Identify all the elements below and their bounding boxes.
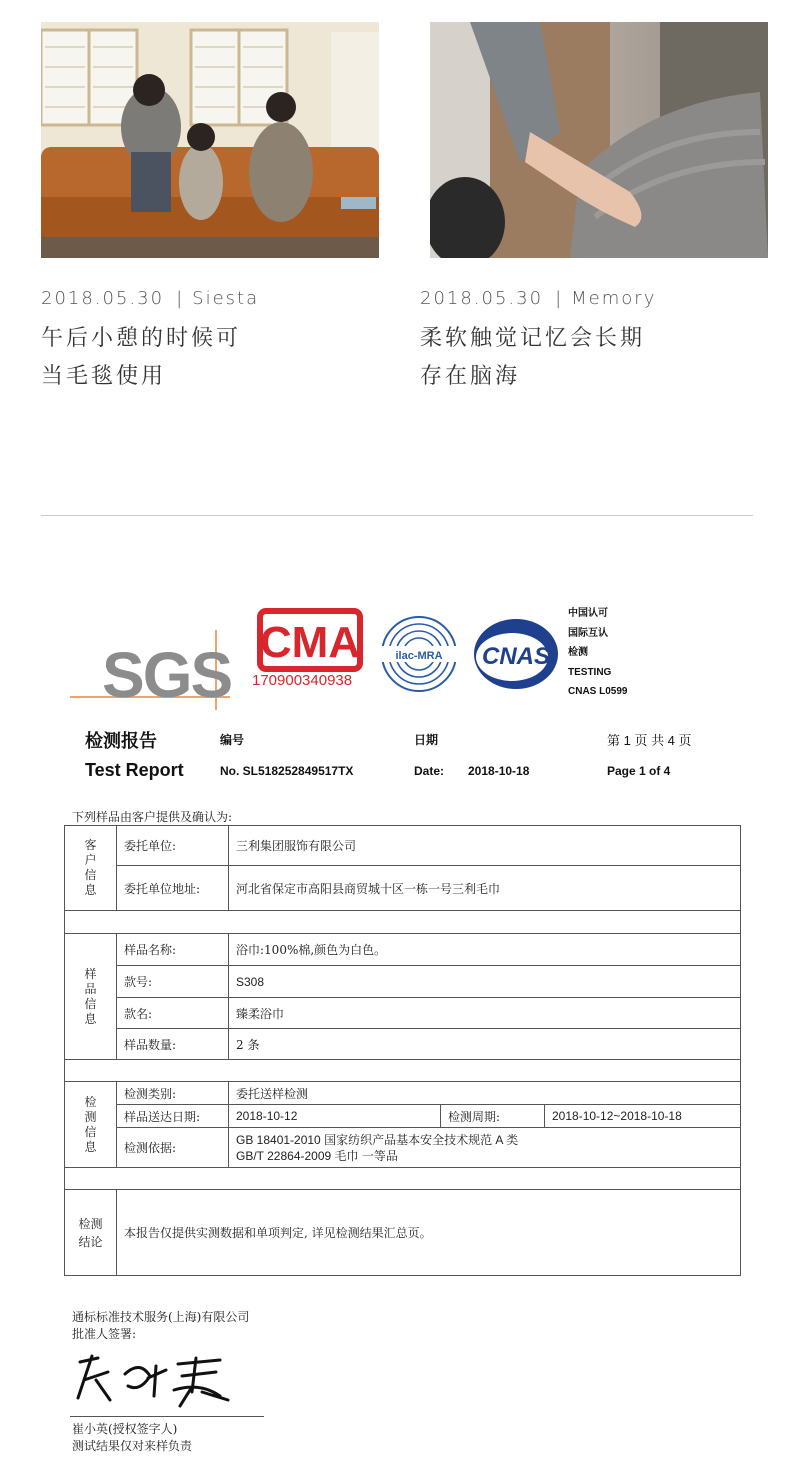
style-no: S308 [229, 966, 741, 998]
test-basis: GB 18401-2010 国家纺织产品基本安全技术规范 A 类 GB/T 22864-2009 毛巾 一等品 [229, 1128, 741, 1168]
table-row [65, 1128, 741, 1168]
style-name: 臻柔浴巾 [229, 998, 741, 1029]
report-title-en: Test Report [85, 760, 184, 780]
conclusion-section-label: 检测 结论 [65, 1190, 117, 1276]
report-date-label-en: Date: [414, 764, 445, 778]
report-intro: 下列样品由客户提供及确认为: [72, 810, 233, 824]
report-table [64, 825, 741, 1276]
lab-company: 通标标准技术服务(上海)有限公司 [72, 1310, 250, 1324]
report-date: 2018-10-18 [468, 764, 530, 778]
table-row [65, 998, 741, 1029]
table-row [65, 966, 741, 998]
section-divider [41, 515, 753, 516]
signature-line [70, 1416, 264, 1417]
conclusion-text: 本报告仅提供实测数据和单项判定, 详见检测结果汇总页。 [117, 1190, 741, 1276]
sample-name: 浴巾:100%棉,颜色为白色。 [229, 934, 741, 966]
handwritten-signature [70, 1350, 240, 1410]
test-section-label: 检测信息 [65, 1082, 117, 1168]
ilac-mra-logo [380, 612, 458, 696]
client-addr-label: 委托单位地址: [117, 866, 229, 911]
quantity-label: 样品数量: [117, 1029, 229, 1060]
sgs-logo: SGS [70, 630, 240, 710]
report-note: 测试结果仅对来样负责 [72, 1439, 193, 1453]
approver-label: 批准人签署: [72, 1327, 137, 1341]
client-section-label: 客户信息 [65, 826, 117, 911]
story-caption-siesta: 午后小憩的时候可 当毛毯使用 [41, 326, 242, 389]
style-no-label: 款号: [117, 966, 229, 998]
story-date-memory: 2018.05.30 | Memory [420, 288, 657, 309]
story-caption-memory: 柔软触觉记忆会长期 存在脑海 [420, 326, 646, 389]
svg-text:CNAS: CNAS [481, 643, 551, 670]
style-name-label: 款名: [117, 998, 229, 1029]
report-number-label: 编号 [220, 733, 245, 747]
report-title-cn: 检测报告 [85, 731, 157, 751]
story-date-siesta: 2018.05.30 | Siesta [41, 288, 260, 309]
table-row [65, 1105, 741, 1128]
client-name-label: 委托单位: [117, 826, 229, 866]
svg-text:CMA: CMA [259, 618, 361, 667]
basis-label: 检测依据: [117, 1128, 229, 1168]
spacer-row [65, 1168, 741, 1190]
report-date-label-cn: 日期 [414, 733, 439, 747]
report-number: No. SL518252849517TX [220, 764, 354, 778]
family-sofa-photo [41, 22, 379, 258]
cma-number: 170900340938 [252, 672, 353, 689]
sample-section-label: 样品信息 [65, 934, 117, 1060]
table-row [65, 1029, 741, 1060]
report-page-cn: 第 1 页 共 4 页 [607, 733, 692, 748]
test-type: 委托送样检测 [229, 1082, 741, 1105]
cnas-accreditation-text: 中国认可 国际互认 检测 TESTING CNAS L0599 [568, 608, 628, 697]
spacer-row [65, 1060, 741, 1082]
towel-touch-photo [430, 22, 768, 258]
received-label: 样品送达日期: [117, 1105, 229, 1128]
client-name: 三利集团服饰有限公司 [229, 826, 741, 866]
sample-name-label: 样品名称: [117, 934, 229, 966]
quantity: 2 条 [229, 1029, 741, 1060]
table-row [65, 866, 741, 911]
client-addr: 河北省保定市高阳县商贸城十区一栋一号三利毛巾 [229, 866, 741, 911]
period-label: 检测周期: [441, 1105, 545, 1128]
test-type-label: 检测类别: [117, 1082, 229, 1105]
spacer-row [65, 911, 741, 934]
svg-text:ilac-MRA: ilac-MRA [395, 650, 443, 662]
received-date: 2018-10-12 [229, 1105, 441, 1128]
table-row [65, 934, 741, 966]
signer-name: 崔小英(授权签字人) [72, 1422, 178, 1436]
table-row [65, 1190, 741, 1276]
table-row [65, 1082, 741, 1105]
report-page-en: Page 1 of 4 [607, 764, 671, 778]
cnas-logo [472, 617, 560, 691]
table-row [65, 826, 741, 866]
test-period: 2018-10-12~2018-10-18 [545, 1105, 741, 1128]
